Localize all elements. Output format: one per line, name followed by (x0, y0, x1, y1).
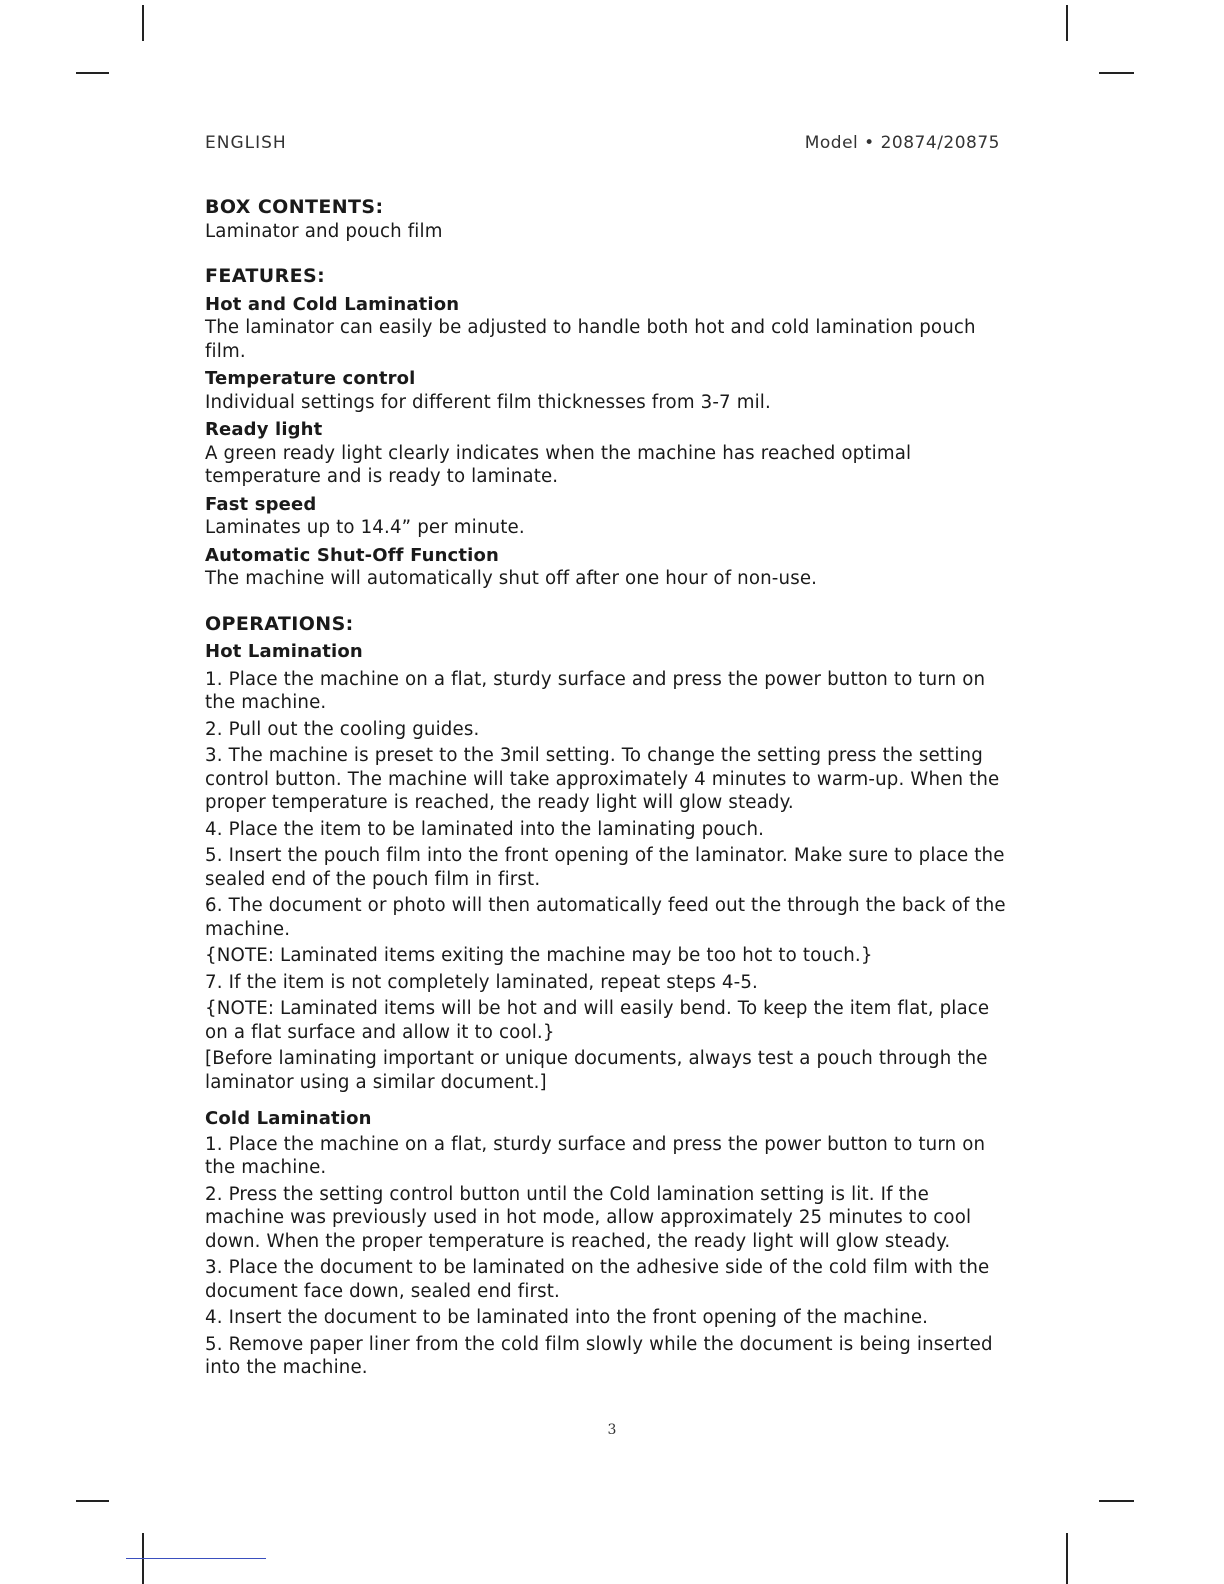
hot-step: 6. The document or photo will then automatically feed out the through the back of the machine. (205, 895, 1006, 940)
crop-mark (1099, 72, 1134, 74)
cold-step: 3. Place the document to be laminated on the adhesive side of the cold film with the document face down, sealed end first. (205, 1257, 990, 1302)
feature-title: Hot and Cold Lamination (205, 293, 460, 315)
box-contents-heading: BOX CONTENTS: (205, 196, 384, 218)
page-number: 3 (607, 1422, 617, 1438)
cold-step: 4. Insert the document to be laminated into the front opening of the machine. (205, 1307, 929, 1328)
hot-step: 4. Place the item to be laminated into the laminating pouch. (205, 818, 765, 840)
feature-title: Temperature control (205, 368, 416, 389)
feature-text: Individual settings for different film thicknesses from 3-7 mil. (205, 391, 771, 413)
hot-step: 1. Place the machine on a flat, sturdy surface and press the power button to turn on the machine. (205, 668, 986, 713)
box-contents-text: Laminator and pouch film (205, 220, 443, 242)
features-heading: FEATURES: (205, 265, 326, 287)
crop-mark (1066, 1533, 1068, 1584)
feature-text: Laminates up to 14.4” per minute. (205, 517, 525, 538)
hot-step: 5. Insert the pouch film into the front opening of the laminator. Make sure to place the sealed end of the pouch film in first. (205, 845, 1005, 890)
crop-mark (76, 72, 109, 74)
model-label: Model • 20874/20875 (804, 133, 1000, 153)
manual-content (205, 196, 1010, 1383)
crop-mark (76, 1500, 109, 1502)
crop-mark (142, 5, 144, 41)
hot-tip: [Before laminating important or unique documents, always test a pouch through the laminator using a similar document.] (205, 1048, 988, 1093)
hot-note: {NOTE: Laminated items will be hot and will easily bend. To keep the item flat, place on a flat surface and allow it to cool.} (205, 998, 990, 1043)
feature-text: A green ready light clearly indicates when the machine has reached optimal temperature and is ready to laminate. (205, 442, 912, 487)
feature-text: The machine will automatically shut off after one hour of non-use. (205, 568, 818, 589)
crop-mark (1099, 1500, 1134, 1502)
cold-step: 5. Remove paper liner from the cold film slowly while the document is being inserted into the machine. (205, 1333, 993, 1378)
hot-step: 3. The machine is preset to the 3mil setting. To change the setting press the setting control button. The machine will take approximately 4 minutes to warm-up. When the proper temperature is reached, the ready light will glow steady. (205, 745, 1000, 813)
cold-lamination-title: Cold Lamination (205, 1108, 372, 1129)
hot-step: 2. Pull out the cooling guides. (205, 718, 480, 740)
feature-text: The laminator can easily be adjusted to handle both hot and cold lamination pouch film. (205, 317, 976, 362)
feature-title: Automatic Shut-Off Function (205, 544, 499, 566)
operations-heading: OPERATIONS: (205, 612, 354, 635)
feature-title: Fast speed (205, 493, 317, 515)
hot-note: {NOTE: Laminated items exiting the machine may be too hot to touch.} (205, 945, 873, 966)
crop-mark (1066, 5, 1068, 41)
feature-title: Ready light (205, 419, 323, 440)
hot-step: 7. If the item is not completely laminated, repeat steps 4-5. (205, 971, 758, 993)
registration-line (126, 1558, 266, 1559)
cold-step: 1. Place the machine on a flat, sturdy surface and press the power button to turn on the machine. (205, 1133, 986, 1178)
hot-lamination-title: Hot Lamination (205, 641, 363, 662)
cold-step: 2. Press the setting control button until the Cold lamination setting is lit. If the machine was previously used in hot mode, allow approximately 25 minutes to cool down. When the proper temperature is reached, the ready light will glow steady. (205, 1183, 972, 1252)
language-label: ENGLISH (205, 133, 287, 153)
